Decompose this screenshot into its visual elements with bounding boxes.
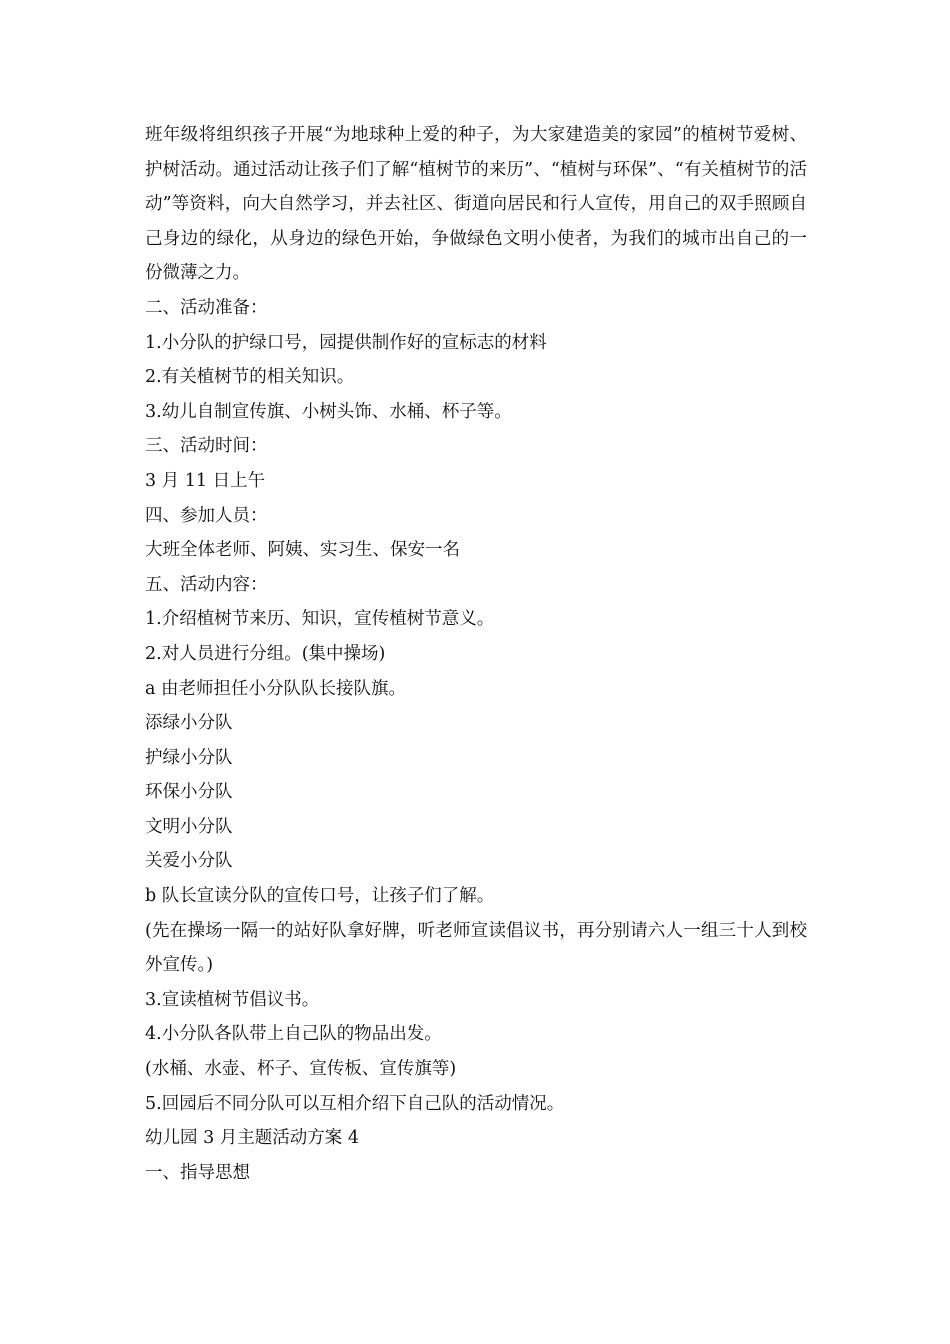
team-name: 护绿小分队 [145, 747, 233, 768]
team-name: 环保小分队 [145, 782, 233, 803]
participants-text: 大班全体老师、阿姨、实习生、保安一名 [145, 540, 460, 561]
list-item: a 由老师担任小分队队长接队旗。 [145, 678, 406, 699]
activity-date: 3 月 11 日上午 [145, 470, 266, 491]
list-item: 1.介绍植树节来历、知识，宣传植树节意义。 [145, 609, 495, 630]
list-item-note: (水桶、水壶、杯子、宣传板、宣传旗等) [145, 1059, 457, 1080]
document-body [145, 118, 807, 1190]
list-item: 2.有关植树节的相关知识。 [145, 367, 355, 388]
list-item: b 队长宣读分队的宣传口号，让孩子们了解。 [145, 886, 495, 907]
list-item: 3.幼儿自制宣传旗、小树头饰、水桶、杯子等。 [145, 401, 512, 422]
list-item: 2.对人员进行分组。(集中操场) [145, 643, 386, 664]
section-heading-preparation: 二、活动准备： [145, 297, 268, 318]
team-name: 关爱小分队 [145, 851, 233, 872]
intro-paragraph: 班年级将组织孩子开展“为地球种上爱的种子，为大家建造美的家园”的植树节爱树、护树活动。通过活动让孩子们了解“植树节的来历”、“植树与环保”、“有关植树节的活动”等资料，向大自然学习，并去社区、街道向居民和行人宣传，用自己的双手照顾自己身边的绿化，从身边的绿色开始，争做绿色文明小使者，为我们的城市出自己的一份微薄之力。 [145, 125, 807, 284]
list-item: 5.回园后不同分队可以互相介绍下自己队的活动情况。 [145, 1093, 565, 1114]
team-name: 添绿小分队 [145, 713, 233, 734]
list-item: 4.小分队各队带上自己队的物品出发。 [145, 1024, 442, 1045]
section-heading-time: 三、活动时间： [145, 436, 268, 457]
list-item: 3.宣读植树节倡议书。 [145, 989, 320, 1010]
plan-title: 幼儿园 3 月主题活动方案 4 [145, 1128, 359, 1149]
team-name: 文明小分队 [145, 816, 233, 837]
section-heading-participants: 四、参加人员： [145, 505, 268, 526]
list-item: 1.小分队的护绿口号，园提供制作好的宣标志的材料 [145, 332, 547, 353]
section-heading-content: 五、活动内容： [145, 574, 268, 595]
note-paragraph: (先在操场一隔一的站好队拿好牌，听老师宣读倡议书，再分别请六人一组三十人到校外宣传。) [145, 920, 807, 976]
section-heading-guiding-thought: 一、指导思想 [145, 1162, 250, 1183]
